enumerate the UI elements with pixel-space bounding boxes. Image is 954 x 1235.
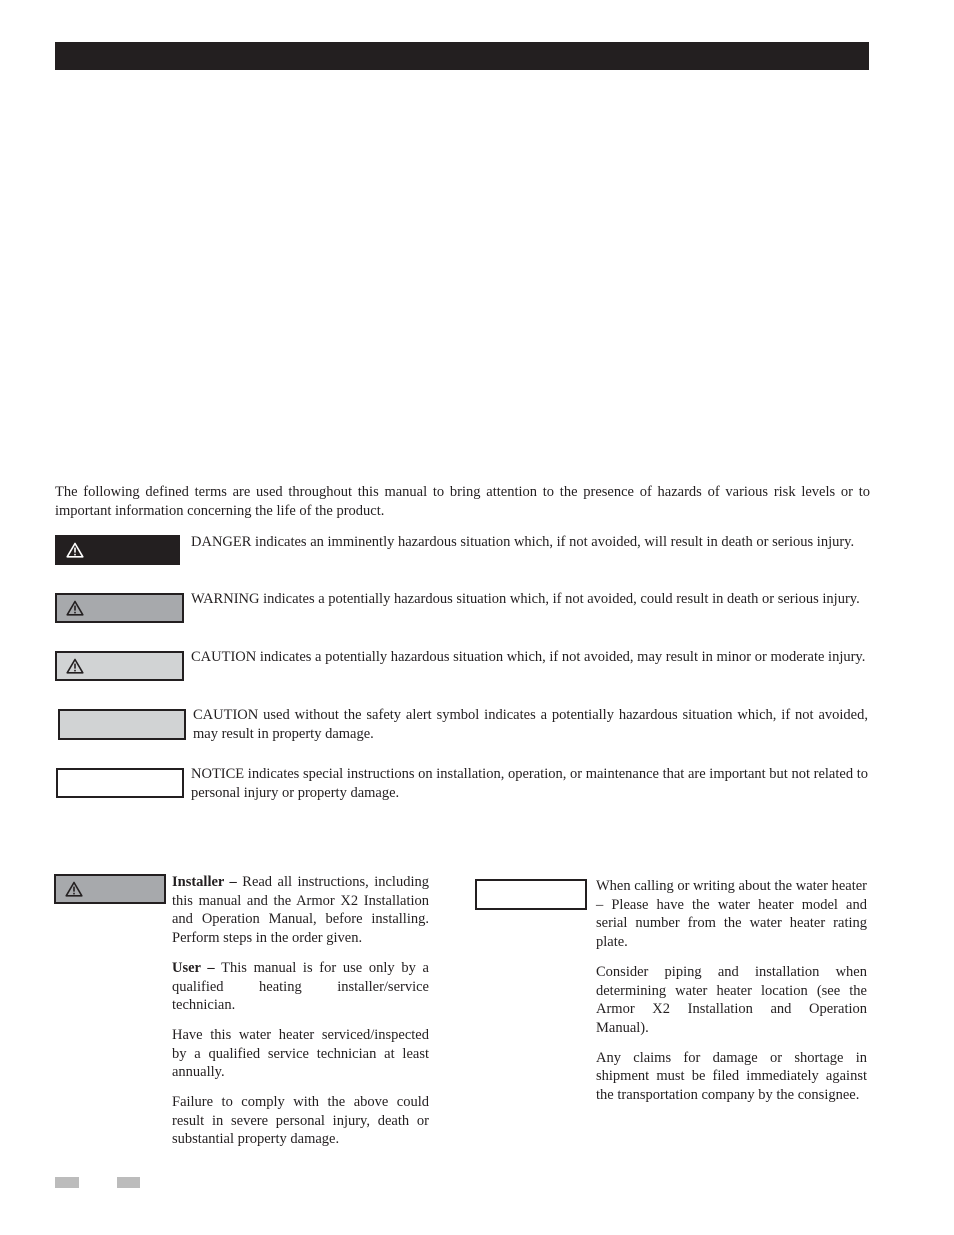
caution-no-symbol-label [58,709,186,740]
footer-mark-left [55,1177,79,1188]
safety-alert-icon [66,542,84,558]
calling-paragraph: When calling or writing about the water heater – Please have the water heater model and serial number from the water heater rating plate. [596,878,867,951]
user-text: This manual is for use only by a qualified heating installer/service technician. [172,959,429,1014]
intro-paragraph: The following defined terms are used throughout this manual to bring attention to the presence of hazards of various risk levels or to important information concerning the life of the product. [55,484,870,519]
installer-paragraph [172,873,429,948]
piping-paragraph: Consider piping and installation when determining water heater location (see the Armor X2 Installation and Operation Manual). [596,963,867,1036]
notice-label-small [475,879,587,910]
safety-alert-icon [66,658,84,674]
right-column-text [596,877,867,1116]
warning-label-small [54,874,166,904]
claims-paragraph: Any claims for damage or shortage in shipment must be filed immediately against the transportation company by the consignee. [596,1049,867,1104]
danger-label [55,535,180,565]
caution-no-symbol-definition: CAUTION used without the safety alert symbol indicates a potentially hazardous situation which, if not avoided, may result in property damage. [193,707,868,742]
failure-paragraph: Failure to comply with the above could result in severe personal injury, death or substantial property damage. [172,1094,429,1148]
caution-definition: CAUTION indicates a potentially hazardous situation which, if not avoided, may result in minor or moderate injury. [191,649,866,665]
warning-label [55,593,184,623]
installer-label: Installer – [172,874,237,890]
caution-label [55,651,184,681]
user-paragraph [172,959,429,1015]
user-label: User – [172,959,215,976]
danger-definition: DANGER indicates an imminently hazardous situation which, if not avoided, will result in death or serious injury. [191,534,855,550]
footer-mark-right [117,1177,140,1188]
notice-label [56,768,184,798]
left-column-text [172,873,429,1160]
installer-text: Read all instructions, including this manual and the Armor X2 Installation and Operation Manual, before installing. Perform steps in the order given. [172,874,429,947]
header-bar [55,42,869,70]
service-paragraph: Have this water heater serviced/inspected by a qualified service technician at least annually. [172,1026,429,1081]
warning-definition: WARNING indicates a potentially hazardous situation which, if not avoided, could result in death or serious injury. [191,591,860,607]
safety-alert-icon [66,600,84,616]
safety-alert-icon [65,881,83,897]
notice-definition: NOTICE indicates special instructions on installation, operation, or maintenance that are important but not related to personal injury or property damage. [191,766,868,801]
